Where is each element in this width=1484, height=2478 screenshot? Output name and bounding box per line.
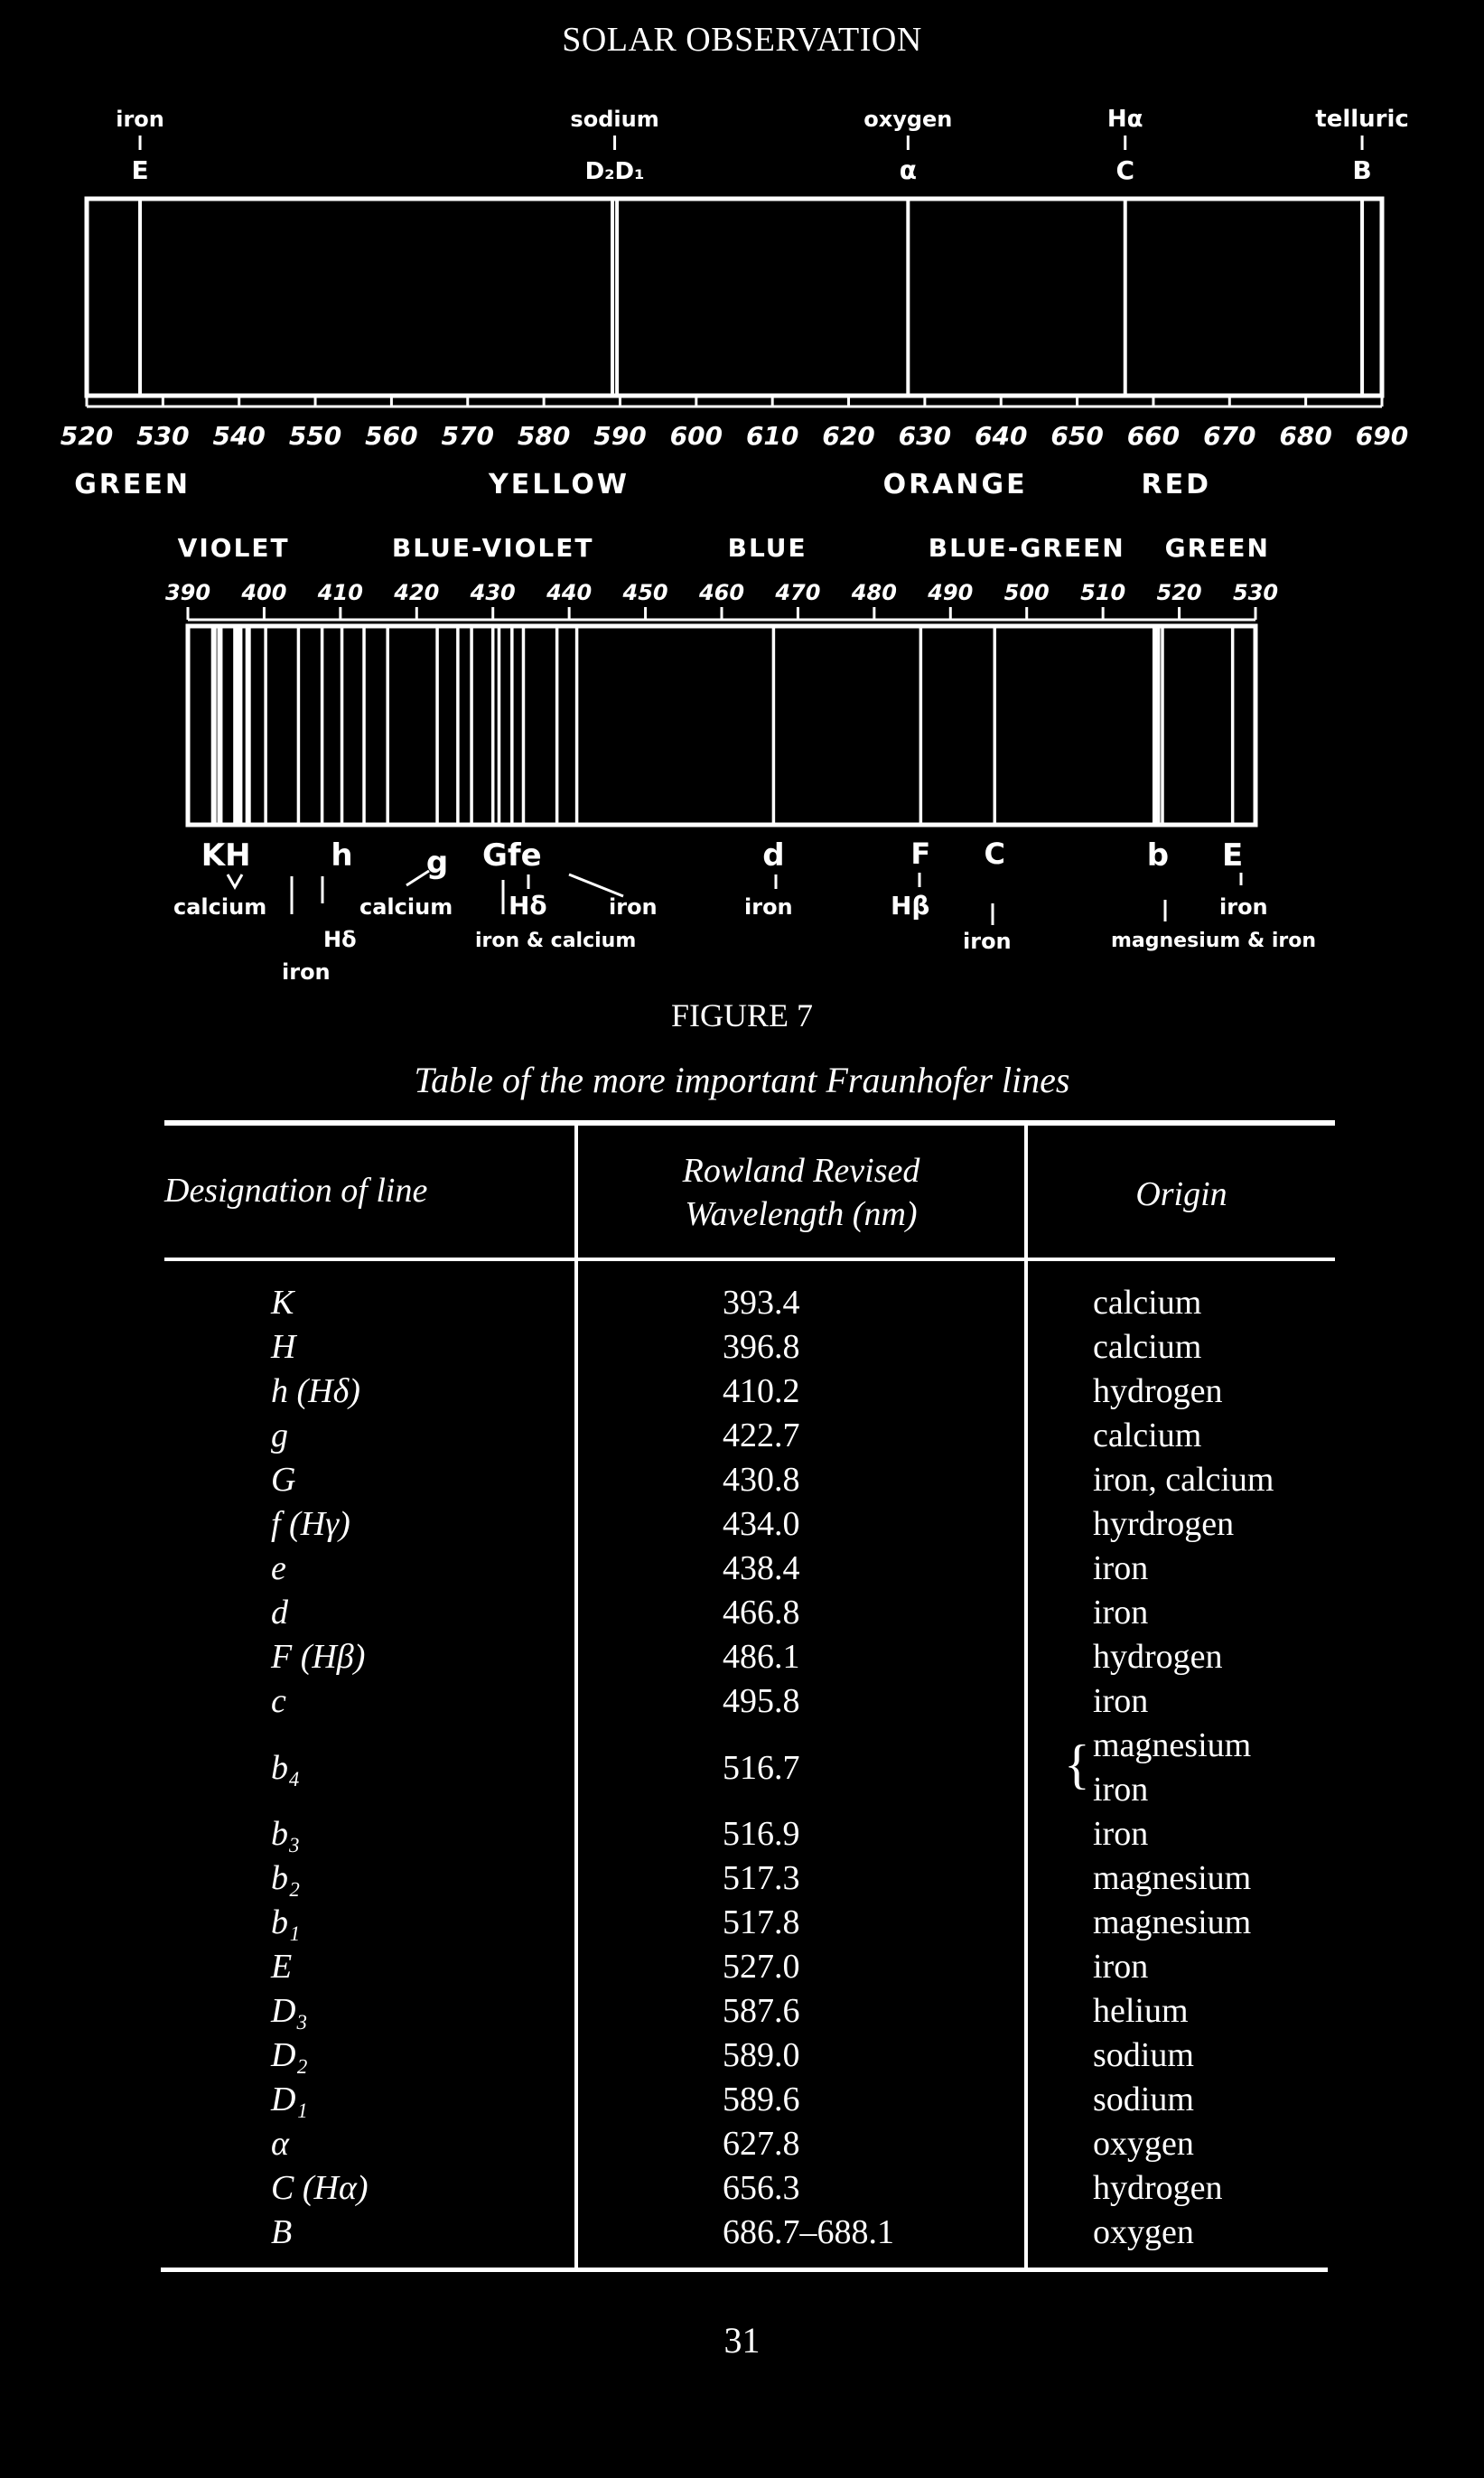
annotation-letter-D2-D1: D₂D₁ xyxy=(584,158,645,185)
bottom-tick-label-480: 480 xyxy=(851,580,897,605)
row-11-origin: iron xyxy=(1093,1815,1149,1853)
row-18-origin: oxygen xyxy=(1093,2125,1194,2163)
row-13-wavelength: 517.8 xyxy=(723,1903,800,1941)
row-10-origin: magnesium xyxy=(1093,1726,1252,1764)
top-band-green: GREEN xyxy=(74,469,191,500)
row-15-designation: D₃ xyxy=(271,1992,308,2030)
line-label-E: E xyxy=(1222,837,1244,874)
top-spectrum-box xyxy=(87,199,1382,396)
row-20-wavelength: 686.7–688.1 xyxy=(723,2213,894,2251)
top-tick-label-670: 670 xyxy=(1203,421,1256,451)
row-9-wavelength: 495.8 xyxy=(723,1682,800,1720)
connector-kh xyxy=(228,874,242,887)
line-label-g: g xyxy=(425,845,449,881)
line-label-Gfe: Gfe xyxy=(481,837,542,874)
row-13-designation: b₁ xyxy=(271,1903,301,1941)
row-1-wavelength: 396.8 xyxy=(723,1328,800,1366)
header-wavelength xyxy=(578,1149,1024,1236)
row-3-designation: g xyxy=(271,1417,288,1454)
row-5-origin: hyrdrogen xyxy=(1093,1505,1235,1543)
top-tick-label-540: 540 xyxy=(212,421,266,451)
row-1-designation: H xyxy=(271,1328,296,1366)
page-number: 31 xyxy=(723,2320,761,2361)
row-14-designation: E xyxy=(271,1948,293,1986)
row-13-origin: magnesium xyxy=(1093,1903,1252,1941)
element-label-iron-calcium: iron & calcium xyxy=(475,930,637,952)
bottom-tick-label-400: 400 xyxy=(241,580,287,605)
bottom-tick-label-420: 420 xyxy=(394,580,440,605)
table-top-rule xyxy=(164,1120,1335,1126)
row-10-designation: b₄ xyxy=(271,1749,301,1787)
top-band-orange: ORANGE xyxy=(882,469,1028,500)
element-label-h-delta: Hδ xyxy=(323,927,357,952)
bottom-spectrum-diagram xyxy=(0,524,1484,994)
top-spectral-lines xyxy=(140,199,1362,396)
row-10-wavelength: 516.7 xyxy=(723,1749,800,1787)
top-tick-label-640: 640 xyxy=(975,421,1028,451)
row-4-origin: iron, calcium xyxy=(1093,1461,1274,1499)
bottom-band-blue: BLUE xyxy=(727,533,807,563)
row-6-origin: iron xyxy=(1093,1549,1149,1587)
row-4-wavelength: 430.8 xyxy=(723,1461,800,1499)
row-4-designation: G xyxy=(271,1461,296,1499)
row-16-origin: sodium xyxy=(1093,2036,1194,2074)
row-18-wavelength: 627.8 xyxy=(723,2125,800,2163)
row-11-wavelength: 516.9 xyxy=(723,1815,800,1853)
top-tick-label-560: 560 xyxy=(365,421,418,451)
row-6-designation: e xyxy=(271,1549,286,1587)
row-7-wavelength: 466.8 xyxy=(723,1594,800,1632)
top-tick-label-690: 690 xyxy=(1355,421,1409,451)
top-tick-label-680: 680 xyxy=(1279,421,1332,451)
annotation-element-iron: iron xyxy=(116,107,164,132)
bottom-tick-label-440: 440 xyxy=(546,580,593,605)
row-15-origin: helium xyxy=(1093,1992,1189,2030)
element-label-iron-3: iron xyxy=(744,894,793,920)
annotation-element-sodium: sodium xyxy=(570,107,659,132)
table-body xyxy=(0,1281,1484,2257)
row-18-designation: α xyxy=(271,2125,289,2163)
row-0-origin: calcium xyxy=(1093,1284,1202,1322)
row-15-wavelength: 587.6 xyxy=(723,1992,800,2030)
top-tick-label-630: 630 xyxy=(898,421,952,451)
element-label-iron-2: iron xyxy=(609,894,658,920)
row-19-wavelength: 656.3 xyxy=(723,2169,800,2207)
element-label-iron: iron xyxy=(282,959,331,985)
bottom-annotations xyxy=(173,837,1316,985)
top-annotations xyxy=(116,106,1409,185)
header-wavelength-line-1: Rowland Revised xyxy=(682,1152,920,1190)
line-label-d: d xyxy=(762,837,785,874)
row-12-designation: b₂ xyxy=(271,1859,301,1897)
row-5-designation: f (Hγ) xyxy=(271,1505,350,1543)
header-wavelength-line-2: Wavelength (nm) xyxy=(685,1195,918,1233)
row-16-designation: D₂ xyxy=(271,2036,308,2074)
top-tick-label-520: 520 xyxy=(60,421,114,451)
line-label-KH: KH xyxy=(201,837,251,874)
row-3-origin: calcium xyxy=(1093,1417,1202,1454)
table-header-rule xyxy=(164,1258,1335,1261)
row-14-origin: iron xyxy=(1093,1948,1149,1986)
table-title: Table of the more important Fraunhofer lines xyxy=(414,1060,1070,1100)
bottom-tick-label-490: 490 xyxy=(928,580,974,605)
annotation-letter-E: E xyxy=(131,155,149,185)
top-band-yellow: YELLOW xyxy=(488,469,630,500)
connector-e-iron xyxy=(569,874,623,896)
header-origin: Origin xyxy=(1135,1175,1227,1213)
bottom-band-blue-violet: BLUE-VIOLET xyxy=(391,533,594,563)
bottom-band-violet: VIOLET xyxy=(177,533,290,563)
row-2-designation: h (Hδ) xyxy=(271,1372,360,1410)
top-tick-label-580: 580 xyxy=(517,421,571,451)
bottom-tick-label-430: 430 xyxy=(470,580,516,605)
annotation-element-h-alpha: Hα xyxy=(1106,106,1143,133)
bottom-tick-label-450: 450 xyxy=(622,580,668,605)
row-20-origin: oxygen xyxy=(1093,2213,1194,2251)
bottom-spectral-lines xyxy=(214,626,1233,825)
row-9-designation: c xyxy=(271,1682,286,1720)
top-tick-label-600: 600 xyxy=(669,421,723,451)
bottom-band-blue-green: BLUE-GREEN xyxy=(928,533,1125,563)
row-1-origin: calcium xyxy=(1093,1328,1202,1366)
row-0-designation: K xyxy=(271,1284,294,1322)
element-label-h-delta-2: Hδ xyxy=(509,891,547,921)
row-8-designation: F (Hβ) xyxy=(271,1638,366,1676)
row-9-origin: iron xyxy=(1093,1682,1149,1720)
figure-caption: FIGURE 7 xyxy=(670,997,813,1033)
row-14-wavelength: 527.0 xyxy=(723,1948,800,1986)
annotation-letter-B: B xyxy=(1352,155,1372,185)
annotation-letter-alpha: α xyxy=(899,155,917,185)
annotation-letter-C: C xyxy=(1115,155,1135,185)
row-2-wavelength: 410.2 xyxy=(723,1372,800,1410)
bottom-color-bands xyxy=(178,533,1270,563)
element-label-magnesium-iron: magnesium & iron xyxy=(1111,930,1316,952)
annotation-element-telluric: telluric xyxy=(1315,106,1409,133)
row-16-wavelength: 589.0 xyxy=(723,2036,800,2074)
row-3-wavelength: 422.7 xyxy=(723,1417,800,1454)
header-designation: Designation of line xyxy=(164,1172,428,1210)
top-tick-label-550: 550 xyxy=(288,421,342,451)
bottom-tick-label-530: 530 xyxy=(1232,580,1279,605)
top-tick-label-530: 530 xyxy=(136,421,190,451)
bottom-spectrum-box xyxy=(188,626,1255,825)
top-band-red: RED xyxy=(1141,469,1211,500)
row-2-origin: hydrogen xyxy=(1093,1372,1223,1410)
top-tick-label-590: 590 xyxy=(593,421,647,451)
element-label-iron-4: iron xyxy=(963,929,1012,954)
row-10-origin-2: iron xyxy=(1093,1771,1149,1809)
bottom-tick-label-520: 520 xyxy=(1156,580,1202,605)
row-19-designation: C (Hα) xyxy=(271,2169,369,2207)
element-label-h-beta: Hβ xyxy=(891,891,930,921)
row-11-designation: b₃ xyxy=(271,1815,301,1853)
bottom-tick-label-470: 470 xyxy=(775,580,821,605)
row-8-wavelength: 486.1 xyxy=(723,1638,800,1676)
element-label-calcium: calcium xyxy=(173,894,267,920)
page-title: SOLAR OBSERVATION xyxy=(562,21,922,59)
row-5-wavelength: 434.0 xyxy=(723,1505,800,1543)
bottom-band-green: GREEN xyxy=(1164,533,1270,563)
line-label-C: C xyxy=(984,837,1005,871)
element-label-iron-5: iron xyxy=(1219,894,1268,920)
table-bottom-rule xyxy=(161,2268,1328,2272)
bottom-tick-label-460: 460 xyxy=(698,580,745,605)
top-tick-label-660: 660 xyxy=(1126,421,1181,451)
top-tick-label-650: 650 xyxy=(1050,421,1104,451)
top-spectrum-diagram xyxy=(0,90,1484,506)
top-tick-label-570: 570 xyxy=(441,421,494,451)
bottom-axis xyxy=(165,580,1278,620)
bottom-tick-label-390: 390 xyxy=(164,580,211,605)
row-6-wavelength: 438.4 xyxy=(723,1549,800,1587)
line-label-h: h xyxy=(331,837,353,874)
row-17-origin: sodium xyxy=(1093,2081,1194,2118)
row-12-wavelength: 517.3 xyxy=(723,1859,800,1897)
top-axis xyxy=(61,394,1408,451)
bottom-tick-label-410: 410 xyxy=(317,580,363,605)
row-8-origin: hydrogen xyxy=(1093,1638,1223,1676)
bottom-tick-label-510: 510 xyxy=(1080,580,1126,605)
brace-icon: { xyxy=(1064,1735,1090,1794)
bottom-tick-label-500: 500 xyxy=(1003,580,1050,605)
row-20-designation: B xyxy=(271,2213,293,2251)
row-17-wavelength: 589.6 xyxy=(723,2081,800,2118)
row-7-designation: d xyxy=(271,1594,288,1632)
row-17-designation: D₁ xyxy=(271,2081,308,2118)
top-color-bands xyxy=(74,469,1211,500)
line-label-F: F xyxy=(910,837,931,871)
row-19-origin: hydrogen xyxy=(1093,2169,1223,2207)
element-label-calcium-2: calcium xyxy=(359,894,453,920)
row-7-origin: iron xyxy=(1093,1594,1149,1632)
top-tick-label-610: 610 xyxy=(745,421,799,451)
row-12-origin: magnesium xyxy=(1093,1859,1252,1897)
top-tick-label-620: 620 xyxy=(822,421,875,451)
line-label-b: b xyxy=(1146,837,1170,874)
row-0-wavelength: 393.4 xyxy=(723,1284,800,1322)
annotation-element-oxygen: oxygen xyxy=(863,107,953,132)
